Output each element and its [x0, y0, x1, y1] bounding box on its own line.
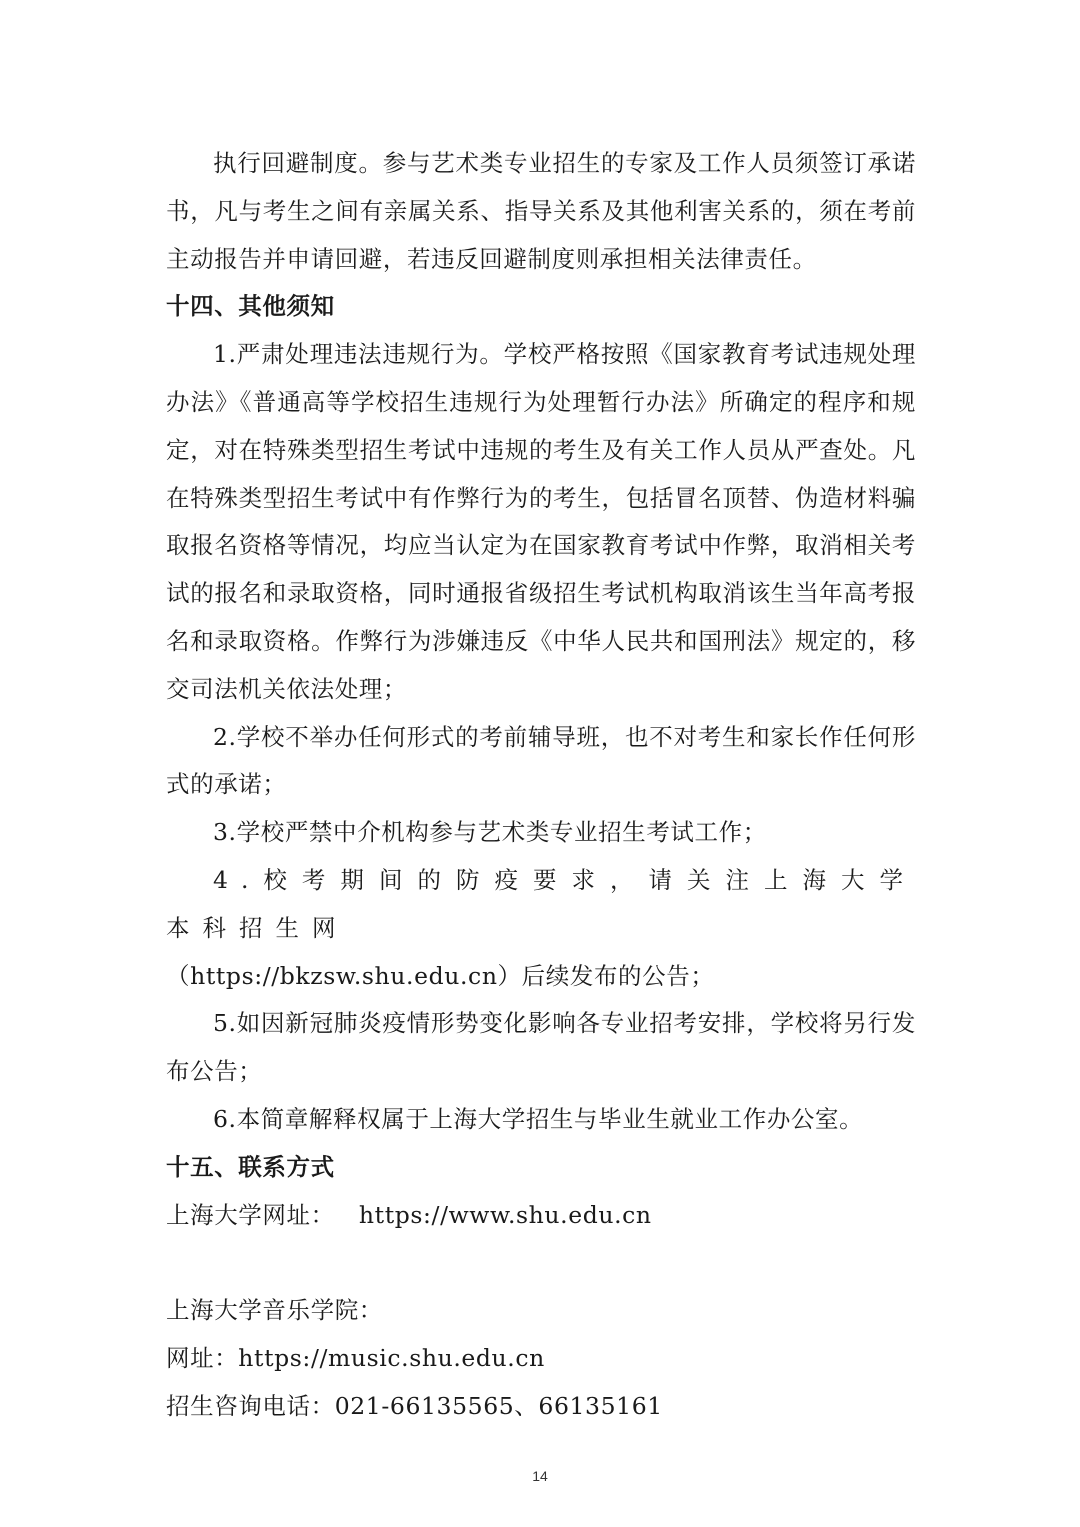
section-14-heading: 十四、其他须知	[166, 292, 335, 321]
blank-line	[166, 1239, 916, 1287]
section-14-item-3: 3.学校严禁中介机构参与艺术类专业招生考试工作；	[213, 818, 767, 847]
section-14-item-5: 5.如因新冠肺炎疫情形势变化影响各专业招考安排，学校将另行发布公告；	[166, 1009, 916, 1086]
admission-phone: 招生咨询电话：021-66135565、66135161	[166, 1391, 663, 1420]
university-website: 上海大学网址： https://www.shu.edu.cn	[166, 1200, 652, 1229]
section-14-item-6: 6.本简章解释权属于上海大学招生与毕业生就业工作办公室。	[213, 1104, 864, 1133]
music-school-label: 上海大学音乐学院：	[166, 1296, 383, 1325]
section-15-heading: 十五、联系方式	[166, 1152, 335, 1181]
avoidance-paragraph: 执行回避制度。参与艺术类专业招生的专家及工作人员须签订承诺书，凡与考生之间有亲属关系、指导关系及其他利害关系的，须在考前主动报告并申请回避，若违反回避制度则承担相关法律责任。	[166, 149, 916, 273]
section-14-item-4-line-1: 4.校考期间的防疫要求，请关注上海大学本科招生网	[166, 865, 916, 942]
section-14-item-2: 2.学校不举办任何形式的考前辅导班，也不对考生和家长作任何形式的承诺；	[166, 722, 916, 799]
document-body	[166, 140, 916, 1431]
section-14-item-4-line-2: （https://bkzsw.shu.edu.cn）后续发布的公告；	[166, 961, 715, 990]
music-school-website: 网址：https://music.shu.edu.cn	[166, 1343, 545, 1372]
section-14-item-1: 1.严肃处理违法违规行为。学校严格按照《国家教育考试违规处理办法》《普通高等学校招生违规行为处理暂行办法》所确定的程序和规定，对在特殊类型招生考试中违规的考生及有关工作人员从严查处。凡在特殊类型招生考试中有作弊行为的考生，包括冒名顶替、伪造材料骗取报名资格等情况，均应当认定为在国家教育考试中作弊，取消相关考试的报名和录取资格，同时通报省级招生考试机构取消该生当年高考报名和录取资格。作弊行为涉嫌违反《中华人民共和国刑法》规定的，移交司法机关依法处理；	[166, 340, 916, 703]
page-number: 14	[532, 1468, 548, 1484]
